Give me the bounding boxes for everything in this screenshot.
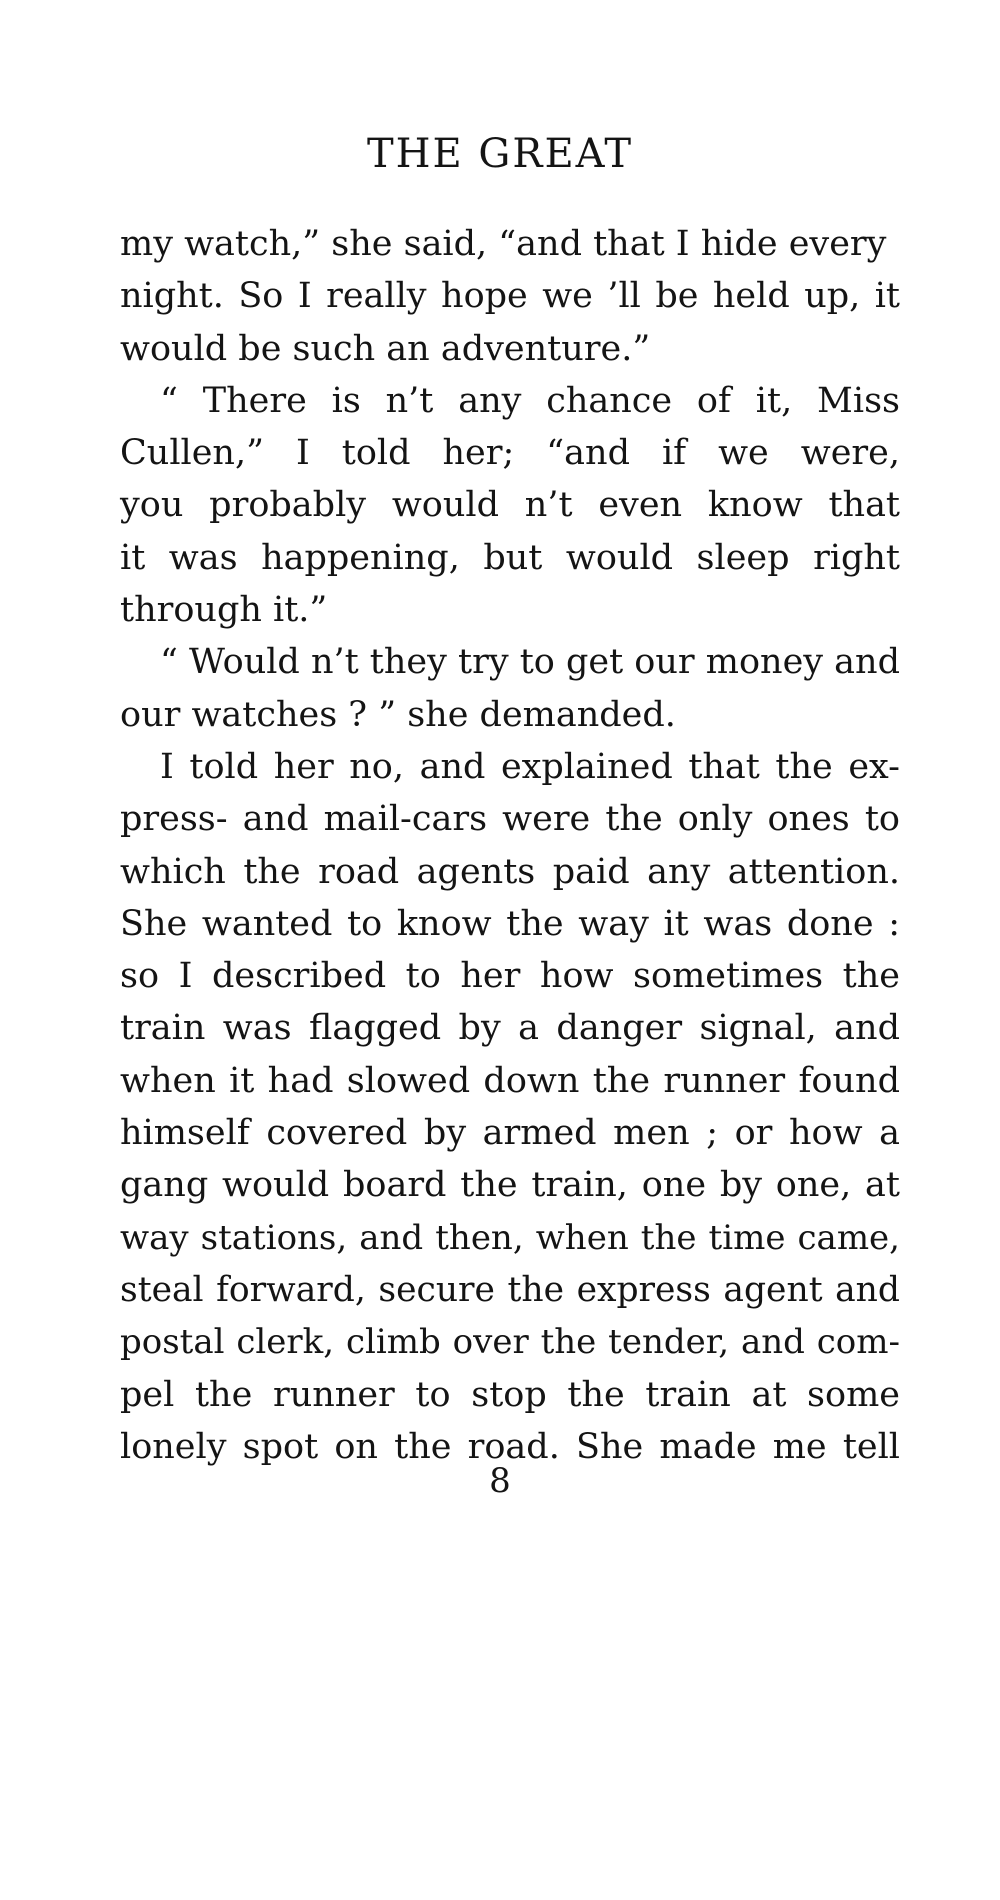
text-line: Cullen,” I told her; “and if we were,	[120, 433, 900, 474]
text-line: through it.”	[120, 590, 328, 631]
text-line: She wanted to know the way it was done :	[120, 903, 900, 944]
text-line: pel the runner to stop the train at some	[120, 1374, 900, 1415]
text-line: train was flagged by a danger signal, and	[120, 1008, 900, 1049]
text-line: “ Would n’t they try to get our money and	[160, 642, 900, 683]
text-line: postal clerk, climb over the tender, and com-	[120, 1322, 900, 1363]
running-head: THE GREAT	[366, 131, 634, 177]
text-line: gang would board the train, one by one, at	[120, 1165, 900, 1206]
text-line: night. So I really hope we ’ll be held up, it	[120, 276, 900, 317]
text-line: steal forward, secure the express agent and	[120, 1269, 900, 1310]
text-line: when it had slowed down the runner found	[120, 1060, 900, 1101]
text-line: lonely spot on the road. She made me tell	[120, 1426, 900, 1467]
body-text	[120, 218, 900, 1473]
text-line: our watches ? ” she demanded.	[120, 694, 676, 735]
text-line: would be such an adventure.”	[120, 328, 651, 369]
text-line: himself covered by armed men ; or how a	[120, 1113, 900, 1154]
text-line: way stations, and then, when the time came,	[120, 1217, 900, 1258]
text-line: you probably would n’t even know that	[120, 485, 900, 526]
page-number: 8	[489, 1461, 511, 1501]
text-line: I told her no, and explained that the ex-	[160, 746, 900, 787]
text-line: my watch,” she said, “and that I hide every	[120, 224, 887, 264]
text-line: so I described to her how sometimes the	[120, 956, 900, 997]
text-line: which the road agents paid any attention.	[120, 851, 900, 892]
text-line: “ There is n’t any chance of it, Miss	[160, 380, 900, 421]
text-line: it was happening, but would sleep right	[120, 537, 900, 578]
text-line: press- and mail-cars were the only ones to	[120, 799, 900, 840]
